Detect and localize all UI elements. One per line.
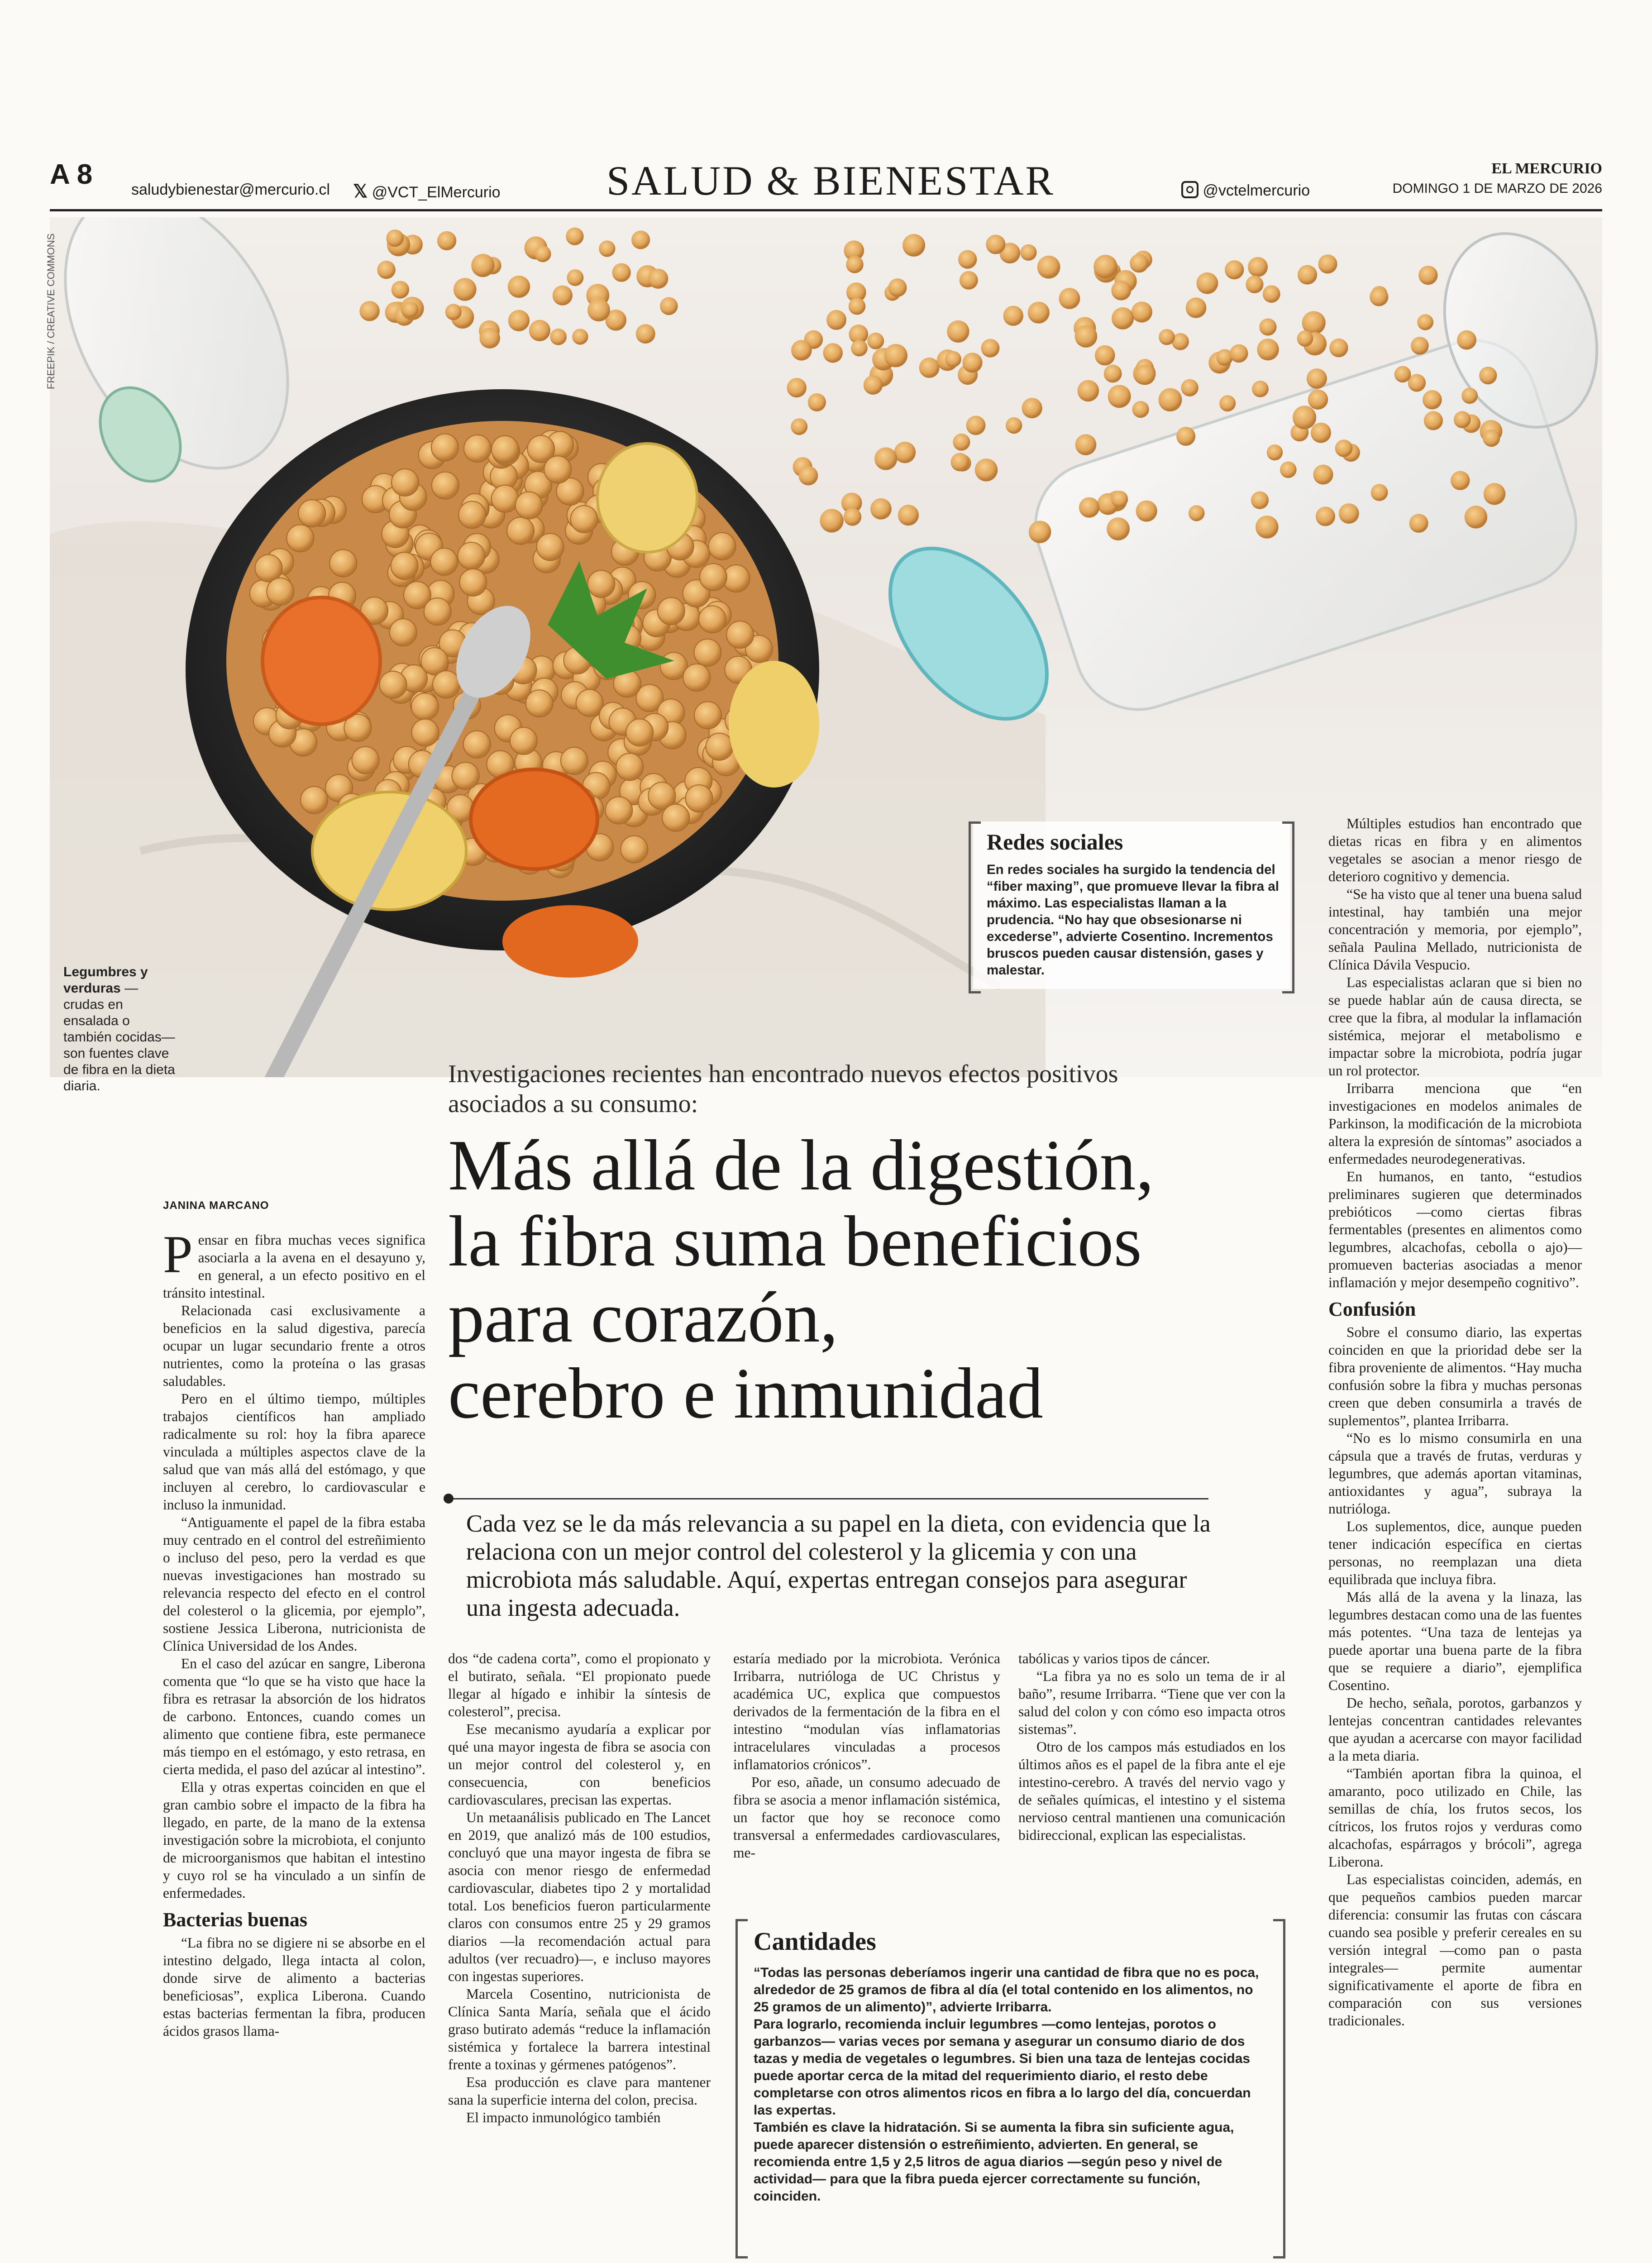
chickpea: [621, 835, 648, 863]
chickpea: [864, 375, 883, 394]
chickpea: [1307, 368, 1327, 389]
chickpea: [535, 246, 551, 262]
chickpea: [507, 517, 534, 544]
chickpea: [1457, 330, 1476, 350]
chickpea: [1259, 318, 1276, 335]
chickpea: [437, 231, 456, 250]
chickpea: [516, 492, 543, 519]
chickpea: [1107, 517, 1130, 540]
chickpea: [508, 276, 530, 298]
chickpea: [1311, 423, 1331, 443]
chickpea: [986, 234, 1005, 254]
chickpea: [392, 469, 419, 496]
chickpea: [1159, 329, 1175, 345]
title-line-3: para corazón,: [448, 1277, 838, 1357]
article-column-5: [1328, 815, 1582, 2029]
article-column-4: [1018, 1650, 1285, 1844]
chickpea: [894, 442, 916, 463]
chickpea: [1424, 411, 1443, 430]
chickpea: [1251, 492, 1269, 509]
chickpea: [1329, 339, 1348, 357]
chickpea: [1219, 395, 1236, 411]
chickpea: [1246, 276, 1263, 293]
section-email-link[interactable]: saludybienestar@mercurio.cl: [131, 181, 330, 198]
chickpea: [380, 671, 407, 698]
chickpea: [787, 378, 807, 397]
chickpea: [508, 310, 530, 331]
chickpea: [1451, 471, 1470, 490]
chickpea: [808, 393, 826, 411]
chickpea: [902, 234, 925, 257]
chickpea: [599, 240, 615, 257]
chickpea: [1075, 325, 1098, 348]
chickpea: [550, 329, 567, 345]
article-title: [448, 1127, 1263, 1431]
chickpea: [561, 747, 588, 774]
chickpea: [1111, 281, 1131, 301]
paragraph: Irribarra menciona que “en investigaciones en modelos animales de Parkinson, la modificación de la microbiota altera la expresión de síntomas” asociados a enfermedades neurodegenerativas.: [1328, 1080, 1582, 1167]
paragraph: “También aportan fibra la quinoa, el amaranto, poco utilizado en Chile, las semillas de chía, los frutos secos, los cítricos, los frutos rojos y verduras como alcachofas, espárragos y brócoli”, agrega Liberona.: [1328, 1766, 1582, 1870]
paragraph: tabólicas y varios tipos de cáncer.: [1018, 1651, 1210, 1666]
chickpea: [1136, 501, 1157, 522]
paragraph: En humanos, en tanto, “estudios preliminares sugieren que determinados prebióticos —como ciertas fibras fermentables (presentes en alimentos como legumbres, alcachofas, cebolla o ajo)— promueven bacterias asociadas a menor inflamación y mejor desempeño cognitivo”.: [1328, 1169, 1582, 1290]
chickpea: [567, 269, 583, 286]
chickpea: [1159, 388, 1182, 411]
chickpea: [576, 689, 603, 716]
paragraph: Otro de los campos más estudiados en los últimos años es el papel de la fibra ante el eje intestino-cerebro. A través del nervio vago y de señales químicas, el intestino y el sistema nervioso central mantienen una comunicación bidireccional, explican las especialistas.: [1018, 1739, 1285, 1843]
chickpea: [1037, 256, 1060, 279]
chickpea: [1132, 301, 1152, 322]
chickpea: [1335, 439, 1353, 457]
chickpea: [411, 719, 439, 746]
subhead-bacterias-buenas: Bacterias buenas: [163, 1909, 307, 1931]
chickpea: [566, 228, 583, 245]
paragraph: Las especialistas aclaran que si bien no se puede hablar aún de causa directa, se cree que la fibra, al modular la inflamación sistémica, mejorar el metabolismo e impactar sobre la microbiota, podría jugar un rol protector.: [1328, 974, 1582, 1079]
chickpea: [846, 256, 863, 273]
cantidades-title: Cantidades: [754, 1928, 876, 1956]
paragraph: “Todas las personas deberíamos ingerir una cantidad de fibra que no es poca, alrededor de 25 gramos de fibra al día (el total contenido en los alimentos, no 25 gramos de un alimento)”, advierte Irribarra.: [754, 1965, 1259, 2015]
paragraph: Ella y otras expertas coinciden en que el gran cambio sobre el impacto de la fibra ha llegado, en parte, de la mano de la extensa investigación sobre la microbiota, el conjunto de microorganismos que habitan el intestino y cuyo rol se ha vinculado a un sinfín de enfermedades.: [163, 1779, 425, 1901]
chickpea: [874, 447, 897, 470]
chickpea: [1022, 398, 1042, 418]
chickpea: [458, 501, 486, 528]
chickpea: [1408, 374, 1426, 391]
chickpea: [1409, 514, 1428, 533]
instagram-icon: [1181, 181, 1198, 198]
chickpea: [433, 671, 460, 698]
article-kicker: Investigaciones recientes han encontrado nuevos efectos positivos asociados a su consumo:: [448, 1060, 1118, 1118]
chickpea: [1225, 260, 1244, 279]
chickpea: [708, 533, 735, 560]
issue-date: DOMINGO 1 DE MARZO DE 2026: [1392, 181, 1602, 196]
instagram-account-link[interactable]: [1181, 181, 1310, 200]
chickpea: [660, 297, 678, 315]
chickpea: [458, 542, 485, 569]
paragraph: El impacto inmunológico también: [466, 2110, 661, 2125]
chickpea: [1308, 389, 1328, 409]
paragraph: Un metaanálisis publicado en The Lancet en 2019, que analizó más de 100 estudios, concluyó que una mayor ingesta de fibra se asocia con menor riesgo de enfermedad cardiovascular, diabetes tipo 2 y mortalidad total. Los beneficios fueron particularmente claros con consumos entre 25 y 29 gramos diarios —la recomendación actual para adultos (ver recuadro)—, e incluso mayores con ingestas superiores.: [448, 1809, 711, 1984]
chickpea: [658, 597, 685, 625]
chickpea: [1252, 381, 1269, 397]
chickpea: [298, 500, 325, 527]
chickpea: [1318, 254, 1337, 273]
chickpea: [359, 301, 380, 321]
page-header: [50, 136, 1602, 217]
caption-lead: Legumbres y verduras: [63, 964, 148, 996]
x-handle: @VCT_ElMercurio: [372, 184, 501, 201]
chickpea: [700, 563, 727, 591]
paragraph: “La fibra ya no es solo un tema de ir al baño”, resume Irribarra. “Tiene que ver con la salud del colon y con cómo eso impacta otros sistemas”.: [1018, 1668, 1285, 1737]
chickpea: [1075, 434, 1097, 455]
chickpea: [870, 498, 892, 520]
chickpea: [799, 466, 818, 486]
paragraph: Los suplementos, dice, aunque pueden tener indicación específica en ciertas personas, no reemplazan una dieta equilibrada que incluya fibra.: [1328, 1518, 1582, 1587]
chickpea: [352, 747, 379, 774]
chickpea: [445, 304, 462, 320]
paragraph: “No es lo mismo consumirla en una cápsula que a través de frutas, verduras y legumbres, que además aportan vitaminas, antioxidantes y agua”, subraya la nutrióloga.: [1328, 1430, 1582, 1517]
chickpea: [1293, 406, 1316, 429]
chickpea: [1479, 367, 1497, 384]
chickpea: [1461, 387, 1478, 404]
chickpea: [726, 621, 754, 648]
paragraph: También es clave la hidratación. Si se aumenta la fibra sin suficiente agua, puede aparecer distensión o estreñimiento, advierten. En general, se recomienda entre 1,5 y 2,5 litros de agua diarios —según peso y nivel de actividad— para que la fibra pueda ejercer correctamente su función, coinciden.: [754, 2120, 1234, 2204]
redes-text: En redes sociales ha surgido la tendencia del “fiber maxing”, que promueve llevar la fibra al máximo. Las especialistas llaman a la prudencia. “No hay que obsesionarse ni excederse”, advierte Cosentino. Incrementos bruscos pueden causar distensión, gases y malestar.: [987, 862, 1279, 978]
chickpea: [1079, 497, 1099, 518]
chickpea: [884, 344, 907, 367]
chickpea: [1104, 365, 1122, 383]
section-title: SALUD & BIENESTAR: [606, 158, 1055, 204]
paragraph: En el caso del azúcar en sangre, Liberona comenta que “lo que se ha visto que hace la fibra es retrasar la absorción de los hidratos de carbono. Entonces, cuando comes un alimento que contiene fibra, este permanece más tiempo en el estómago, y esto retrasa, en cierta medida, el paso del azúcar al intestino”.: [163, 1656, 425, 1777]
chickpea: [685, 785, 712, 812]
x-account-link[interactable]: [353, 181, 501, 202]
chickpea: [616, 753, 643, 780]
chickpea: [898, 505, 919, 525]
chickpea: [958, 250, 977, 268]
chickpea: [471, 254, 494, 277]
paragraph: Para lograrlo, recomienda incluir legumbres —como lentejas, porotos o garbanzos— varias veces por semana y asegurar un consumo diario de dos tazas y media de vegetales o legumbres. Si bien una taza de lentejas cocidas puede aportar cerca de la mitad del requerimiento diario, el resto debe completarse con otros alimentos ricos en fibra a lo largo del día, concuerdan las expertas.: [754, 2017, 1251, 2118]
title-line-4: cerebro e inmunidad: [448, 1353, 1043, 1433]
chickpea: [1176, 427, 1195, 446]
chickpea: [452, 762, 479, 789]
chickpea: [945, 351, 961, 368]
paragraph: Relacionada casi exclusivamente a beneficios en la salud digestiva, parecía ocupar un lugar secundario frente a otros nutrientes, como la proteína o las grasas saludables.: [163, 1303, 425, 1389]
chickpea: [1465, 506, 1487, 528]
chickpea: [571, 506, 598, 533]
photo-caption: [63, 964, 177, 1094]
paragraph: ensar en fibra muchas veces significa asociarla a la avena en el desayuno y, en general, a un efecto positivo en el tránsito intestinal.: [163, 1232, 425, 1301]
chickpea: [612, 263, 630, 282]
chickpea: [1316, 506, 1335, 526]
chickpea: [947, 320, 969, 343]
chickpea: [626, 719, 653, 746]
paragraph: Ese mecanismo ayudaría a explicar por qué una mayor ingesta de fibra se asocia con un mejor control del colesterol y, en consecuencia, con beneficios cardiovasculares, precisan las expertas.: [448, 1721, 711, 1808]
chickpea: [1078, 380, 1099, 402]
chickpea: [636, 324, 655, 344]
deck-bullet: [444, 1494, 454, 1504]
page-number: A 8: [50, 159, 93, 190]
chickpea: [1111, 491, 1128, 507]
paragraph: Más allá de la avena y la linaza, las legumbres destacan como una de las fuentes más potentes. “Una taza de lentejas ya puede aportar una buena parte de la fibra que se requiere a diario”, ejemplifica Cosentino.: [1328, 1589, 1582, 1693]
chickpea: [662, 804, 689, 831]
chickpea: [529, 320, 550, 341]
chickpea: [267, 578, 294, 605]
chickpea: [1006, 417, 1022, 434]
chickpea: [587, 299, 610, 321]
chickpea: [464, 435, 491, 462]
title-line-2: la fibra suma beneficios: [448, 1201, 1142, 1281]
chickpea: [820, 509, 843, 532]
article-deck: Cada vez se le da más relevancia a su papel en la dieta, con evidencia que la relaciona con un mejor control del colesterol y la glicemia y con una microbiota más saludable. Aquí, expertas entregan consejos para asegurar una ingesta adecuada.: [466, 1510, 1211, 1621]
chickpea: [1135, 365, 1155, 385]
chickpea: [826, 310, 846, 330]
chickpea: [459, 569, 487, 596]
chickpea: [953, 434, 970, 451]
chickpea: [706, 733, 733, 760]
chickpea: [390, 619, 417, 646]
chickpea: [1370, 287, 1388, 306]
chickpea: [648, 269, 668, 289]
chickpea: [1108, 385, 1131, 408]
chickpea: [1417, 314, 1433, 330]
dropcap: P: [163, 1225, 193, 1284]
chickpea: [402, 302, 418, 318]
chickpea: [1257, 339, 1279, 360]
chickpea: [1197, 272, 1218, 294]
chickpea: [1248, 257, 1268, 277]
chickpea: [791, 418, 807, 435]
chickpea: [1230, 344, 1248, 363]
chickpea: [1483, 430, 1500, 447]
chickpea: [1313, 465, 1333, 485]
chickpea: [694, 639, 721, 666]
chickpea: [432, 472, 459, 499]
chickpea: [492, 436, 519, 463]
chickpea: [683, 664, 710, 691]
chickpea: [430, 548, 458, 575]
chickpea: [1418, 266, 1437, 285]
chickpea: [888, 278, 907, 297]
chickpea: [411, 693, 439, 720]
chickpea: [301, 787, 328, 814]
chickpea: [823, 343, 842, 363]
chickpea: [1423, 390, 1442, 410]
paragraph: estaría mediado por la microbiota. Verónica Irribarra, nutrióloga de UC Christus y académica UC, explica que compuestos derivados de la fermentación de la fibra en el intestino “modulan vías inflamatorias intracelulares vinculadas a procesos inflamatorios crónicos”.: [733, 1651, 1000, 1772]
chickpea: [431, 434, 458, 461]
chickpea: [951, 453, 969, 472]
deck-rule: [448, 1498, 1208, 1499]
chickpea: [1339, 503, 1359, 524]
chickpea: [1280, 461, 1297, 478]
byline: JANINA MARCANO: [163, 1199, 269, 1212]
paragraph: Pero en el último tiempo, múltiples trabajos científicos han ampliado radicalmente su rol: hoy la fibra aparece vinculada a múltiples aspectos clave de la salud que van más allá del estómago, y que incluyen al cerebro, lo cardiovascular e incluso la inmunidad.: [163, 1391, 425, 1513]
chickpea: [1371, 484, 1388, 501]
photo-credit: FREEPIK / CREATIVE COMMONS: [45, 233, 57, 389]
chickpea: [1130, 254, 1148, 272]
article-column-1: [163, 1225, 425, 2040]
chickpea: [454, 278, 477, 301]
chickpea: [1298, 265, 1317, 285]
chickpea: [391, 552, 418, 579]
chickpea: [919, 358, 940, 378]
chickpea: [386, 229, 404, 247]
chickpea: [1020, 244, 1036, 261]
instagram-handle: @vctelmercurio: [1203, 182, 1310, 199]
chickpea: [699, 606, 726, 633]
chickpea: [553, 286, 573, 306]
newspaper-brand: EL MERCURIO: [1491, 160, 1602, 177]
chickpea: [1186, 297, 1207, 318]
chickpea: [572, 329, 588, 344]
paragraph: Las especialistas coinciden, además, en que pequeños cambios pueden marcar diferencia: consumir las frutas con cáscara cuando sea posible y preferir cereales en su versión integral —como pan o pasta integrales— permite aumentar significativamente el aporte de fibra en comparación con sus versiones tradicionales.: [1328, 1872, 1582, 2029]
chickpea: [975, 458, 998, 481]
title-line-1: Más allá de la digestión,: [448, 1125, 1154, 1205]
subhead-confusion: Confusión: [1328, 1298, 1416, 1320]
chickpea: [1297, 330, 1313, 347]
chickpea: [1093, 255, 1117, 278]
paragraph: Múltiples estudios han encontrado que dietas ricas en fibra y en alimentos vegetales se asocian a menor riesgo de deterioro cognitivo y demencia.: [1328, 816, 1582, 884]
chickpea: [1263, 285, 1280, 303]
paragraph: Marcela Cosentino, nutricionista de Clínica Santa María, señala que el ácido graso butirato además “reduce la inflamación sistémica y fortalece la barrera intestinal frente a toxinas y gérmenes patógenos”.: [448, 1986, 711, 2072]
chickpea: [1003, 306, 1023, 326]
chickpea: [1411, 337, 1429, 355]
chickpea: [631, 230, 650, 249]
chickpea: [1189, 505, 1205, 521]
chickpea: [981, 339, 1000, 358]
paragraph: De hecho, señala, porotos, garbanzos y lentejas concentran cantidades relevantes que ayudan a acercarse con mayor facilidad a la meta diaria.: [1328, 1695, 1582, 1764]
article-column-2: [448, 1650, 711, 2126]
chickpea: [377, 261, 395, 279]
chickpea: [1267, 444, 1283, 460]
chickpea: [526, 690, 553, 717]
chickpea: [694, 702, 721, 729]
paragraph: dos “de cadena corta”, como el propionato y el butirato, señala. “El propionato puede llegar al hígado e inhibir la síntesis de colesterol”, precisa.: [448, 1651, 711, 1719]
chickpea: [1484, 483, 1505, 505]
right-jar: [859, 217, 1602, 748]
chickpea: [1256, 516, 1279, 539]
paragraph: Esa producción es clave para mantener sana la superficie interna del colon, precisa.: [448, 2074, 711, 2108]
chickpea: [960, 271, 978, 290]
chickpea: [791, 340, 812, 361]
paragraph: “Antiguamente el papel de la fibra estaba muy centrado en el control del estreñimiento o incluso del peso, pero la verdad es que nuevas investigaciones han mostrado su relevancia respecto del efecto en el control del colesterol o la glicemia, por ejemplo”, sostiene Jessica Liberona, nutricionista de Clínica Universidad de los Andes.: [163, 1514, 425, 1654]
chickpea: [1112, 307, 1134, 329]
cantidades-box: [735, 1919, 1285, 2254]
article-column-3: [733, 1650, 1000, 1862]
chickpea: [851, 340, 868, 357]
header-rule: [50, 209, 1602, 211]
paragraph: “Se ha visto que al tener una buena salud intestinal, hay también una mejor concentración y memoria, por ejemplo”, señala Paulina Mellado, nutricionista de Clínica Dávila Vespucio.: [1328, 886, 1582, 973]
x-icon: 𝕏: [353, 181, 368, 201]
chickpea: [1181, 379, 1198, 396]
chickpea: [849, 298, 866, 315]
chickpea: [492, 485, 519, 512]
chickpea: [544, 456, 571, 483]
chickpea: [392, 281, 409, 298]
chickpea: [1132, 401, 1149, 418]
paragraph: Por eso, añade, un consumo adecuado de fibra se asocia a menor inflamación sistémica, un factor que hoy se reconoce como transversal a enfermedades cardiovasculares, me-: [733, 1774, 1000, 1861]
paragraph: “La fibra no se digiere ni se absorbe en el intestino delgado, llega intacta al colon, donde sirve de alimento a bacterias beneficiosas”, explica Liberona. Cuando estas bacterias fermentan la fibra, producen ácidos grasos llama-: [163, 1935, 425, 2039]
chickpea: [605, 797, 632, 824]
redes-title: Redes sociales: [987, 829, 1123, 855]
cantidades-text: [754, 1964, 1270, 2205]
caption-text: —crudas en ensalada o también cocidas— son fuentes clave de fibra en la dieta diaria.: [63, 981, 175, 1093]
chickpea: [510, 727, 537, 754]
chickpea: [1454, 411, 1471, 428]
chickpea: [286, 525, 314, 552]
chickpea: [587, 570, 615, 597]
chickpea: [1059, 288, 1080, 309]
chickpea: [424, 598, 451, 625]
chickpea: [867, 333, 884, 349]
chickpea: [463, 731, 491, 758]
redes-sociales-box: [973, 821, 1290, 989]
chickpea: [1029, 521, 1051, 544]
chickpea: [479, 328, 500, 348]
chickpea: [1095, 345, 1115, 366]
chickpea: [1028, 302, 1050, 324]
chickpea: [844, 508, 861, 525]
chickpea: [537, 533, 564, 560]
chickpea: [329, 549, 357, 577]
chickpea: [1394, 366, 1411, 382]
chickpea: [966, 416, 986, 435]
paragraph: Sobre el consumo diario, las expertas coinciden en que la prioridad debe ser la fibra proveniente de alimentos. “Hay mucha confusión sobre la fibra y muchas personas creen que deben consumirla a través de suplementos”, plantea Irribarra.: [1328, 1324, 1582, 1428]
chickpea: [962, 353, 982, 372]
